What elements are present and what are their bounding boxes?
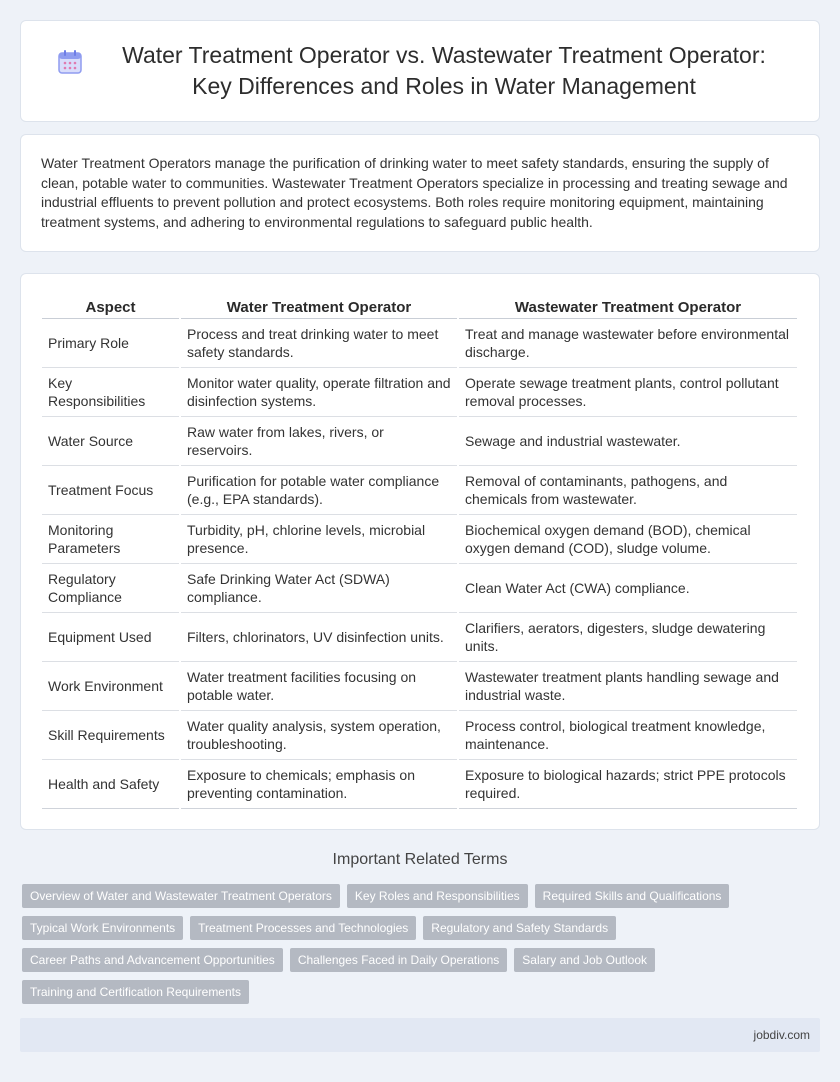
- header-wastewater-operator: Wastewater Treatment Operator: [458, 294, 797, 318]
- tag[interactable]: Challenges Faced in Daily Operations: [290, 948, 507, 972]
- table-header-row: [42, 294, 797, 318]
- comparison-table: [42, 294, 797, 809]
- table-row: [42, 710, 797, 759]
- cell-wastewater-operator: Sewage and industrial wastewater.: [458, 416, 797, 465]
- cell-wastewater-operator: Removal of contaminants, pathogens, and chemicals from wastewater.: [458, 465, 797, 514]
- tag[interactable]: Training and Certification Requirements: [22, 980, 249, 1004]
- tag[interactable]: Regulatory and Safety Standards: [423, 916, 616, 940]
- cell-aspect: Equipment Used: [42, 612, 180, 661]
- cell-aspect: Work Environment: [42, 661, 180, 710]
- cell-wastewater-operator: Wastewater treatment plants handling sewage and industrial waste.: [458, 661, 797, 710]
- cell-aspect: Skill Requirements: [42, 710, 180, 759]
- intro-paragraph: Water Treatment Operators manage the purification of drinking water to meet safety standards, ensuring the supply of clean, potable water to communities. Wastewater Treatment Operators specialize in processing and treating sewage and industrial effluents to prevent pollution and protect ecosystems. Both roles require monitoring equipment, maintaining treatment systems, and adhering to environmental regulations to safeguard public health.: [41, 155, 788, 230]
- table-row: [42, 465, 797, 514]
- cell-water-operator: Water quality analysis, system operation, troubleshooting.: [180, 710, 458, 759]
- comparison-card: [20, 273, 820, 830]
- cell-wastewater-operator: Biochemical oxygen demand (BOD), chemical oxygen demand (COD), sludge volume.: [458, 514, 797, 563]
- cell-aspect: Health and Safety: [42, 759, 180, 808]
- table-row: [42, 416, 797, 465]
- cell-water-operator: Filters, chlorinators, UV disinfection units.: [180, 612, 458, 661]
- table-row: [42, 759, 797, 808]
- tag[interactable]: Career Paths and Advancement Opportunities: [22, 948, 283, 972]
- calendar-icon: [56, 48, 84, 76]
- cell-aspect: Key Responsibilities: [42, 367, 180, 416]
- footer-site-link[interactable]: jobdiv.com: [753, 1028, 810, 1042]
- cell-aspect: Treatment Focus: [42, 465, 180, 514]
- table-row: [42, 514, 797, 563]
- title-card: [20, 20, 820, 122]
- cell-water-operator: Water treatment facilities focusing on potable water.: [180, 661, 458, 710]
- cell-aspect: Monitoring Parameters: [42, 514, 180, 563]
- cell-water-operator: Process and treat drinking water to meet safety standards.: [180, 318, 458, 367]
- cell-water-operator: Turbidity, pH, chlorine levels, microbial presence.: [180, 514, 458, 563]
- cell-wastewater-operator: Clarifiers, aerators, digesters, sludge dewatering units.: [458, 612, 797, 661]
- cell-wastewater-operator: Clean Water Act (CWA) compliance.: [458, 563, 797, 612]
- cell-water-operator: Monitor water quality, operate filtration and disinfection systems.: [180, 367, 458, 416]
- table-row: [42, 612, 797, 661]
- cell-water-operator: Raw water from lakes, rivers, or reservoirs.: [180, 416, 458, 465]
- footer: [20, 1018, 820, 1052]
- table-row: [42, 367, 797, 416]
- cell-aspect: Primary Role: [42, 318, 180, 367]
- tag[interactable]: Typical Work Environments: [22, 916, 183, 940]
- header-aspect: Aspect: [42, 294, 180, 318]
- tag[interactable]: Treatment Processes and Technologies: [190, 916, 416, 940]
- cell-water-operator: Exposure to chemicals; emphasis on preventing contamination.: [180, 759, 458, 808]
- cell-wastewater-operator: Process control, biological treatment knowledge, maintenance.: [458, 710, 797, 759]
- cell-wastewater-operator: Treat and manage wastewater before environmental discharge.: [458, 318, 797, 367]
- table-row: [42, 661, 797, 710]
- related-terms-title: Important Related Terms: [332, 851, 508, 868]
- cell-water-operator: Safe Drinking Water Act (SDWA) compliance.: [180, 563, 458, 612]
- cell-wastewater-operator: Exposure to biological hazards; strict PPE protocols required.: [458, 759, 797, 808]
- tag[interactable]: Salary and Job Outlook: [514, 948, 655, 972]
- table-row: [42, 563, 797, 612]
- cell-wastewater-operator: Operate sewage treatment plants, control pollutant removal processes.: [458, 367, 797, 416]
- tag[interactable]: Overview of Water and Wastewater Treatment Operators: [22, 884, 340, 908]
- intro-card: [20, 134, 820, 252]
- page-title: Water Treatment Operator vs. Wastewater Treatment Operator: Key Differences and Roles in Water Management: [122, 42, 766, 99]
- table-row: [42, 318, 797, 367]
- cell-aspect: Regulatory Compliance: [42, 563, 180, 612]
- related-terms-list: [22, 884, 822, 1012]
- tag[interactable]: Required Skills and Qualifications: [535, 884, 730, 908]
- cell-water-operator: Purification for potable water compliance (e.g., EPA standards).: [180, 465, 458, 514]
- header-water-operator: Water Treatment Operator: [180, 294, 458, 318]
- cell-aspect: Water Source: [42, 416, 180, 465]
- tag[interactable]: Key Roles and Responsibilities: [347, 884, 528, 908]
